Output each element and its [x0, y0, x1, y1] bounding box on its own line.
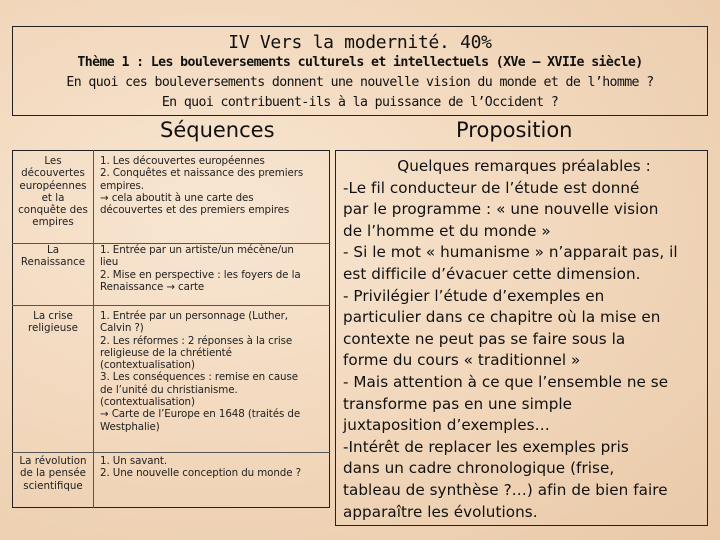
label-line: Renaissance: [20, 256, 86, 269]
proposition-line: - Privilégier l’étude d’exemples en: [343, 286, 605, 305]
theme-heading: Thème 1 : Les bouleversements culturels et intellectuels (XVe – XVIIe siècle): [77, 55, 643, 70]
sequence-content-renaissance: [100, 244, 328, 293]
proposition-line: juxtaposition d’exemples…: [343, 416, 550, 435]
proposition-text: [343, 156, 705, 523]
sequences-column-header: Séquences: [160, 118, 275, 142]
content-line: 2. Mise en perspective : les foyers de la: [100, 268, 301, 281]
proposition-line: de l’homme et du monde »: [343, 221, 551, 240]
content-line: empires.: [100, 179, 144, 192]
label-line: empires: [32, 216, 74, 229]
proposition-line: - Mais attention à ce que l’ensemble ne se: [343, 372, 669, 391]
proposition-column-header: Proposition: [456, 118, 573, 142]
content-line: 2. Conquêtes et naissance des premiers: [100, 167, 304, 180]
proposition-line: contexte ne peut pas se faire sous la: [343, 329, 626, 348]
proposition-line: -Le fil conducteur de l’étude est donné: [343, 178, 640, 197]
sequence-content-revolution-scientifique: [100, 455, 328, 480]
sequence-label-revolution-scientifique: [13, 455, 93, 492]
label-line: et la: [41, 191, 65, 204]
content-line: 1. Entrée par un personnage (Luther,: [100, 310, 288, 322]
content-line: 3. Les conséquences : remise en cause: [100, 371, 298, 384]
label-line: La révolution: [19, 455, 87, 467]
proposition-line: - Si le mot « humanisme » n’apparait pas, il: [343, 243, 678, 262]
slide-title: IV Vers la modernité. 40%: [228, 32, 492, 53]
content-line: 1. Un savant.: [100, 455, 168, 467]
proposition-line: transforme pas en une simple: [343, 394, 573, 413]
proposition-line: tableau de synthèse ?…) afin de bien faire: [343, 480, 668, 499]
label-line: de la pensée: [19, 467, 87, 480]
question-1: En quoi ces bouleversements donnent une nouvelle vision du monde et de l’homme ?: [66, 75, 654, 90]
label-line: européennes: [19, 179, 87, 192]
label-line: conquête des: [18, 204, 88, 217]
content-line: 1. Les découvertes européennes: [100, 155, 265, 167]
table-column-divider: [93, 150, 94, 508]
proposition-line: par le programme : « une nouvelle vision: [343, 200, 659, 219]
table-row-divider: [12, 305, 330, 306]
content-line: 2. Les réformes : 2 réponses à la crise: [100, 334, 293, 347]
proposition-line: forme du cours « traditionnel »: [343, 351, 581, 370]
label-line: découvertes: [21, 167, 85, 180]
content-line: découvertes et des premiers empires: [100, 204, 290, 217]
label-line: religieuse: [27, 322, 79, 335]
content-line: (contextualisation): [100, 396, 195, 409]
content-line: Renaissance → carte: [100, 280, 205, 293]
sequence-content-decouvertes: [100, 155, 328, 216]
sequence-label-decouvertes: [13, 155, 93, 229]
content-line: Westphalie): [100, 420, 160, 433]
sequence-content-crise-religieuse: [100, 310, 328, 433]
content-line: → Carte de l’Europe en 1648 (traités de: [100, 408, 301, 421]
proposition-line: apparaître les évolutions.: [343, 502, 538, 521]
content-line: lieu: [100, 256, 119, 269]
proposition-line: dans un cadre chronologique (frise,: [343, 459, 615, 478]
label-line: La crise: [33, 310, 73, 322]
proposition-line: est difficile d’évacuer cette dimension.: [343, 264, 641, 283]
content-line: (contextualisation): [100, 359, 195, 372]
content-line: 2. Une nouvelle conception du monde ?: [100, 467, 301, 480]
proposition-line: particulier dans ce chapitre où la mise en: [343, 308, 661, 327]
sequence-label-renaissance: [13, 244, 93, 269]
question-2: En quoi contribuent-ils à la puissance de l’Occident ?: [161, 95, 559, 110]
content-line: de l’unité du christianisme.: [100, 383, 238, 396]
label-line: scientifique: [23, 479, 83, 492]
content-line: 1. Entrée par un artiste/un mécène/un: [100, 244, 294, 256]
content-line: → cela aboutit à une carte des: [100, 191, 254, 204]
proposition-line: -Intérêt de replacer les exemples pris: [343, 437, 629, 456]
table-row-divider: [12, 452, 330, 453]
label-line: La: [46, 244, 60, 256]
sequence-label-crise-religieuse: [13, 310, 93, 335]
content-line: religieuse de la chrétienté: [100, 346, 232, 359]
proposition-intro: Quelques remarques préalables :: [397, 157, 651, 175]
content-line: Calvin ?): [100, 322, 144, 335]
label-line: Les: [44, 155, 62, 167]
